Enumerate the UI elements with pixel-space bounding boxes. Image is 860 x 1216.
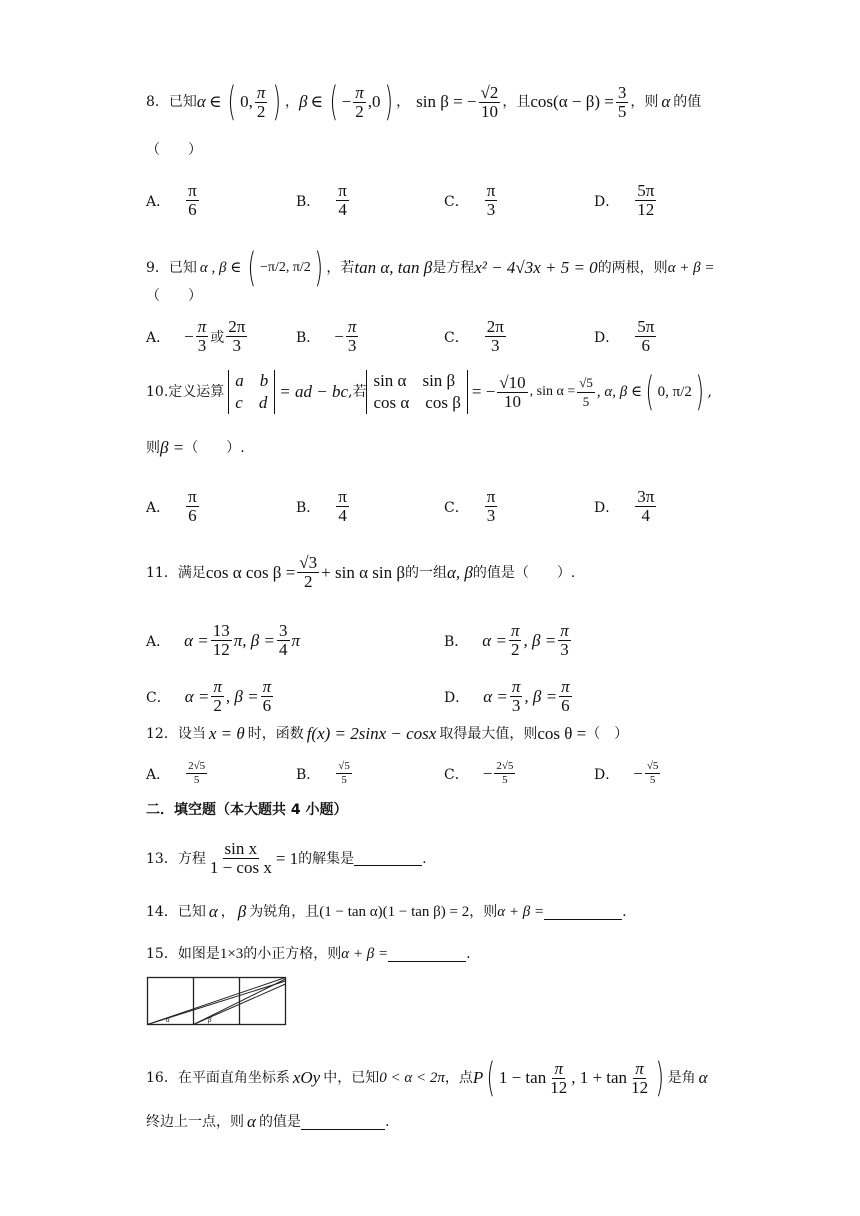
q11-stem: 11． 满足 cos α cos β = $\frac{√3}{2}$ + sin α sin β 的一组 α, β 的值是（ ）. [146, 553, 576, 591]
q8-paren: （ ） [146, 142, 202, 158]
q9-option-b[interactable]: B． − $\frac{\pi}{3}$ [296, 317, 357, 355]
fig-beta-label: β [208, 1016, 212, 1024]
q8-option-b[interactable]: B． $\frac{\pi}{4}$ [296, 181, 347, 219]
q10-determinant: a b c d [228, 370, 275, 414]
q9-option-a[interactable]: A． − $\frac{\pi}{3}$ 或 $\frac{2\pi}{3}$ [146, 317, 246, 355]
q14-answer-blank[interactable] [544, 905, 622, 920]
q13-answer-blank[interactable] [354, 851, 422, 866]
q8-option-d[interactable]: D． $\frac{5\pi}{12}$ [594, 181, 655, 219]
q14-stem: 14． 已知 α ， β 为锐角，且 (1 − tan α)(1 − tan β) = 2 ，则 α + β = . [146, 902, 627, 921]
q16-stem: 16． 在平面直角坐标系 xOy 中，已知 0 < α < 2π ，点 P ( 1 − tan $\frac{\pi}{12}$ , 1 + tan $\frac{\pi}{12}$ ) 是角 α [146, 1055, 708, 1101]
q12-option-c[interactable]: C． − $\frac{2√5}{5}$ [444, 760, 514, 786]
q11-option-a[interactable]: A． α = $\frac{13}{12}$ π, β = $\frac{3}{4}$ π [146, 621, 301, 659]
q10-option-a[interactable]: A． $\frac{\pi}{6}$ [146, 487, 197, 525]
q16-answer-blank[interactable] [301, 1115, 385, 1130]
q10-option-d[interactable]: D． $\frac{3\pi}{4}$ [594, 487, 655, 525]
q15-stem: 15． 如图是 1×3 的小正方格，则 α + β = . [146, 946, 471, 962]
q12-stem: 12． 设当 x = θ 时，函数 f(x) = 2sinx − cosx 取得最大值，则 cos θ = （ ） [146, 724, 629, 743]
q8-stem: 8． 已知 α ∈ ( 0, $\frac{\pi}{2}$ ) ， β ∈ ( − $\frac{\pi}{2}$ ,0 ) ， sin β = − $\frac{√2}{10}$ ，且 cos(α − β) = $\frac{3}{5}$ ，则 α 的值 [146, 79, 702, 125]
q10-option-b[interactable]: B． $\frac{\pi}{4}$ [296, 487, 347, 525]
q11-option-c[interactable]: C． α = $\frac{\pi}{2}$ , β = $\frac{\pi}{6}$ [146, 677, 272, 715]
q15-grid-figure [146, 976, 288, 1028]
q13-stem: 13． 方程 $\frac{\text{sin x}}{\text{1 − cos x}}$ = 1 的解集是 . [146, 839, 427, 877]
q10-matrix: sin α sin β cos α cos β [366, 370, 467, 414]
q8-option-a[interactable]: A． $\frac{\pi}{6}$ [146, 181, 197, 219]
section-heading: 二．填空题（本大题共 4 小题） [146, 802, 348, 818]
q9-paren: （ ） [146, 288, 202, 304]
q10-option-c[interactable]: C． $\frac{\pi}{3}$ [444, 487, 496, 525]
q8-option-c[interactable]: C． $\frac{\pi}{3}$ [444, 181, 496, 219]
q12-option-b[interactable]: B． $\frac{√5}{5}$ [296, 760, 350, 786]
q8-number: 8． [146, 94, 169, 110]
q10-line2: 则 β = （ ）. [146, 438, 245, 457]
q9-stem: 9． 已知 α , β ∈ ( −π/2, π/2 ) ，若 tan α, tan β 是方程 x² − 4√3x + 5 = 0 的两根，则 α + β = [146, 245, 715, 291]
q15-answer-blank[interactable] [388, 947, 466, 962]
q11-option-d[interactable]: D． α = $\frac{\pi}{3}$ , β = $\frac{\pi}{6}$ [444, 677, 570, 715]
q12-option-d[interactable]: D． − $\frac{√5}{5}$ [594, 760, 659, 786]
fig-alpha-label: α [166, 1016, 170, 1024]
q10-stem: 10. 定义运算 a b c d = ad − bc ,若 sin α sin β cos α cos β = − $\frac{√10}{10}$ , sin α = $\frac{√5}{5}$ , α, β ∈ ( 0, π/2 ) , [146, 369, 712, 415]
q11-option-b[interactable]: B． α = $\frac{\pi}{2}$ , β = $\frac{\pi}{3}$ [444, 621, 569, 659]
q9-option-c[interactable]: C． $\frac{2\pi}{3}$ [444, 317, 504, 355]
q9-option-d[interactable]: D． $\frac{5\pi}{6}$ [594, 317, 655, 355]
q16-line2: 终边上一点，则 α 的值是 . [146, 1112, 390, 1131]
q12-option-a[interactable]: A． $\frac{2√5}{5}$ [146, 760, 206, 786]
